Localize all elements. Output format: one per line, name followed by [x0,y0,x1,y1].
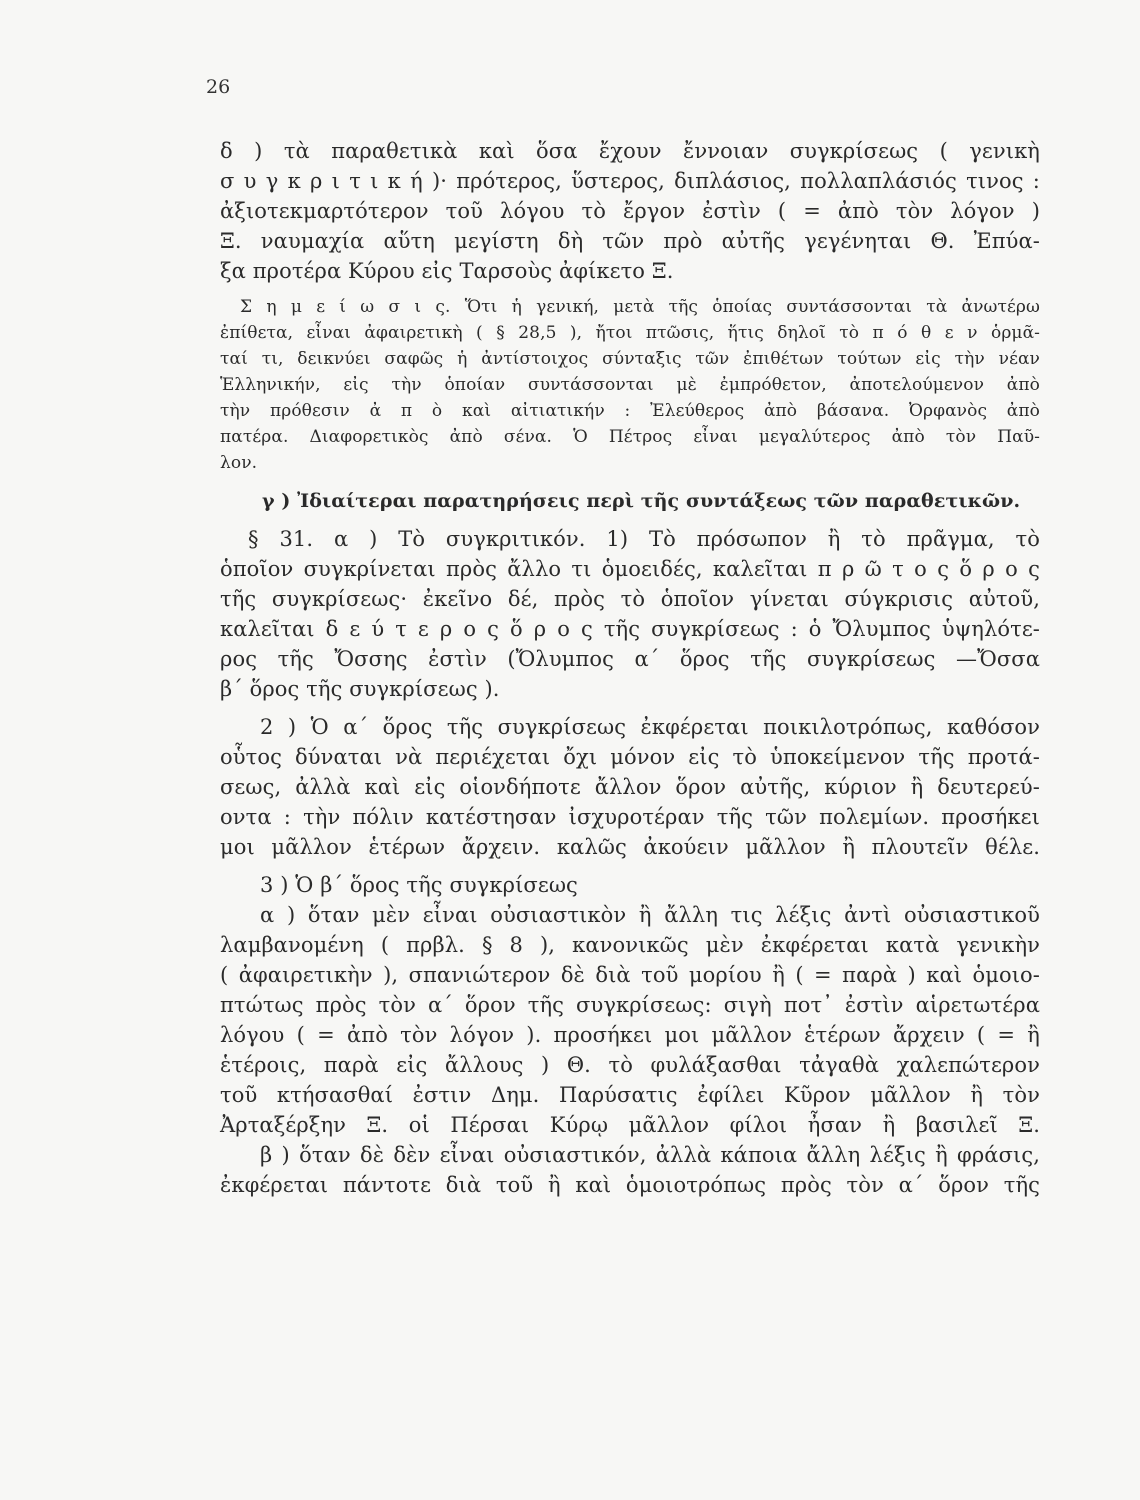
paragraph-3 [220,870,1040,1200]
note-line: Ἑλληνικήν, εἰς τὴν ὁποίαν συντάσσονται μὲ ἐμπρόθετον, ἀποτελούμενον ἀπὸ [220,375,1040,395]
page-number: 26 [206,76,231,98]
text-line: τῆς συγκρίσεως· ἐκεῖνο δέ, πρὸς τὸ ὁποῖον γίνεται σύγκρισις αὐτοῦ, [220,587,1040,611]
text-line: λόγου ( = ἀπὸ τὸν λόγον ). προσήκει μοι μᾶλλον ἑτέρων ἄρχειν ( = ἢ [220,1023,1040,1047]
paragraph-2 [220,712,1040,862]
text-line: πτώτως πρὸς τὸν α΄ ὅρον τῆς συγκρίσεως: σιγὴ ποτ᾽ ἐστὶν αἱρετωτέρα [220,993,1040,1017]
text-line: σεως, ἀλλὰ καὶ εἰς οἱονδήποτε ἄλλον ὅρον αὐτῆς, κύριον ἢ δευτερεύ- [220,775,1040,799]
note-line: τὴν πρόθεσιν ἀ π ὸ καὶ αἰτιατικήν : Ἐλεύθερος ἀπὸ βάσανα. Ὀρφανὸς ἀπὸ [220,401,1040,421]
section-heading: γ ) Ἰδιαίτεραι παρατηρήσεις περὶ τῆς συντάξεως τῶν παραθετικῶν. [262,490,1021,512]
text-line: οὗτος δύναται νὰ περιέχεται ὄχι μόνον εἰς τὸ ὑποκείμενον τῆς προτά- [220,745,1040,769]
text-line: δ ) τὰ παραθετικὰ καὶ ὅσα ἔχουν ἔννοιαν συγκρίσεως ( γενικὴ [220,139,1040,163]
text-line: λαμβανομένη ( πρβλ. § 8 ), κανονικῶς μὲν ἐκφέρεται κατὰ γενικὴν [220,933,1040,957]
text-line: β ) ὅταν δὲ δὲν εἶναι οὐσιαστικόν, ἀλλὰ κάποια ἄλλη λέξις ἢ φράσις, [260,1143,1040,1167]
text-line: § 31. α ) Τὸ συγκριτικόν. 1) Τὸ πρόσωπον ἢ τὸ πρᾶγμα, τὸ [248,527,1040,551]
text-line: α ) ὅταν μὲν εἶναι οὐσιαστικὸν ἢ ἄλλη τις λέξις ἀντὶ οὐσιαστικοῦ [260,903,1040,927]
note-line: ταί τι, δεικνύει σαφῶς ἡ ἀντίστοιχος σύνταξις τῶν ἐπιθέτων τούτων εἰς τὴν νέαν [220,349,1040,369]
note-line: λον. [220,453,258,473]
text-line: ξα προτέρα Κύρου εἰς Ταρσοὺς ἀφίκετο Ξ. [220,259,674,283]
text-line: ρος τῆς Ὄσσης ἐστὶν (Ὄλυμπος α΄ ὅρος τῆς συγκρίσεως —Ὄσσα [220,647,1040,671]
text-line: σ υ γ κ ρ ι τ ι κ ή )· πρότερος, ὕστερος, διπλάσιος, πολλαπλάσιός τινος : [220,169,1040,193]
text-line: ἑτέροις, παρὰ εἰς ἄλλους ) Θ. τὸ φυλάξασθαι τἀγαθὰ χαλεπώτερον [220,1053,1040,1077]
text-line: 3 ) Ὁ β΄ ὅρος τῆς συγκρίσεως [260,873,578,897]
text-line: Ξ. ναυμαχία αὕτη μεγίστη δὴ τῶν πρὸ αὐτῆς γεγένηται Θ. Ἐπύα- [220,229,1040,253]
text-line: τοῦ κτήσασθαί ἐστιν Δημ. Παρύσατις ἐφίλει Κῦρον μᾶλλον ἢ τὸν [220,1083,1040,1107]
note-line: πατέρα. Διαφορετικὸς ἀπὸ σένα. Ὁ Πέτρος εἶναι μεγαλύτερος ἀπὸ τὸν Παῦ- [220,427,1040,447]
text-line: β΄ ὅρος τῆς συγκρίσεως ). [220,677,500,701]
page-body [220,136,1040,1200]
note-line: Σ η μ ε ί ω σ ι ς. Ὅτι ἡ γενική, μετὰ τῆς ὁποίας συντάσσονται τὰ ἀνωτέρω [240,297,1040,317]
section-31 [220,524,1040,704]
text-line: 2 ) Ὁ α΄ ὅρος τῆς συγκρίσεως ἐκφέρεται ποικιλοτρόπως, καθόσον [260,715,1040,739]
text-line: οντα : τὴν πόλιν κατέστησαν ἰσχυροτέραν τῆς τῶν πολεμίων. προσήκει [220,805,1040,829]
text-line: ὁποῖον συγκρίνεται πρὸς ἄλλο τι ὁμοειδές, καλεῖται π ρ ῶ τ ο ς ὅ ρ ο ς [220,557,1040,581]
text-line: ἀξιοτεκμαρτότερον τοῦ λόγου τὸ ἔργον ἐστὶν ( = ἀπὸ τὸν λόγον ) [220,199,1040,223]
text-line: μοι μᾶλλον ἑτέρων ἄρχειν. καλῶς ἀκούειν μᾶλλον ἢ πλουτεῖν θέλε. [220,835,1040,859]
text-line: Ἀρταξέρξην Ξ. οἱ Πέρσαι Κύρῳ μᾶλλον φίλοι ἦσαν ἢ βασιλεῖ Ξ. [220,1113,1040,1137]
note-block [220,294,1040,476]
text-line: ( ἀφαιρετικὴν ), σπανιώτερον δὲ διὰ τοῦ μορίου ἢ ( = παρὰ ) καὶ ὁμοιο- [220,963,1040,987]
text-line: καλεῖται δ ε ύ τ ε ρ ο ς ὅ ρ ο ς τῆς συγκρίσεως : ὁ Ὄλυμπος ὑψηλότε- [220,617,1040,641]
text-line: ἐκφέρεται πάντοτε διὰ τοῦ ἢ καὶ ὁμοιοτρόπως πρὸς τὸν α΄ ὅρον τῆς [220,1173,1040,1197]
note-line: ἐπίθετα, εἶναι ἀφαιρετικὴ ( § 28,5 ), ἤτοι πτῶσις, ἥτις δηλοῖ τὸ π ό θ ε ν ὁρμᾶ- [220,323,1040,343]
